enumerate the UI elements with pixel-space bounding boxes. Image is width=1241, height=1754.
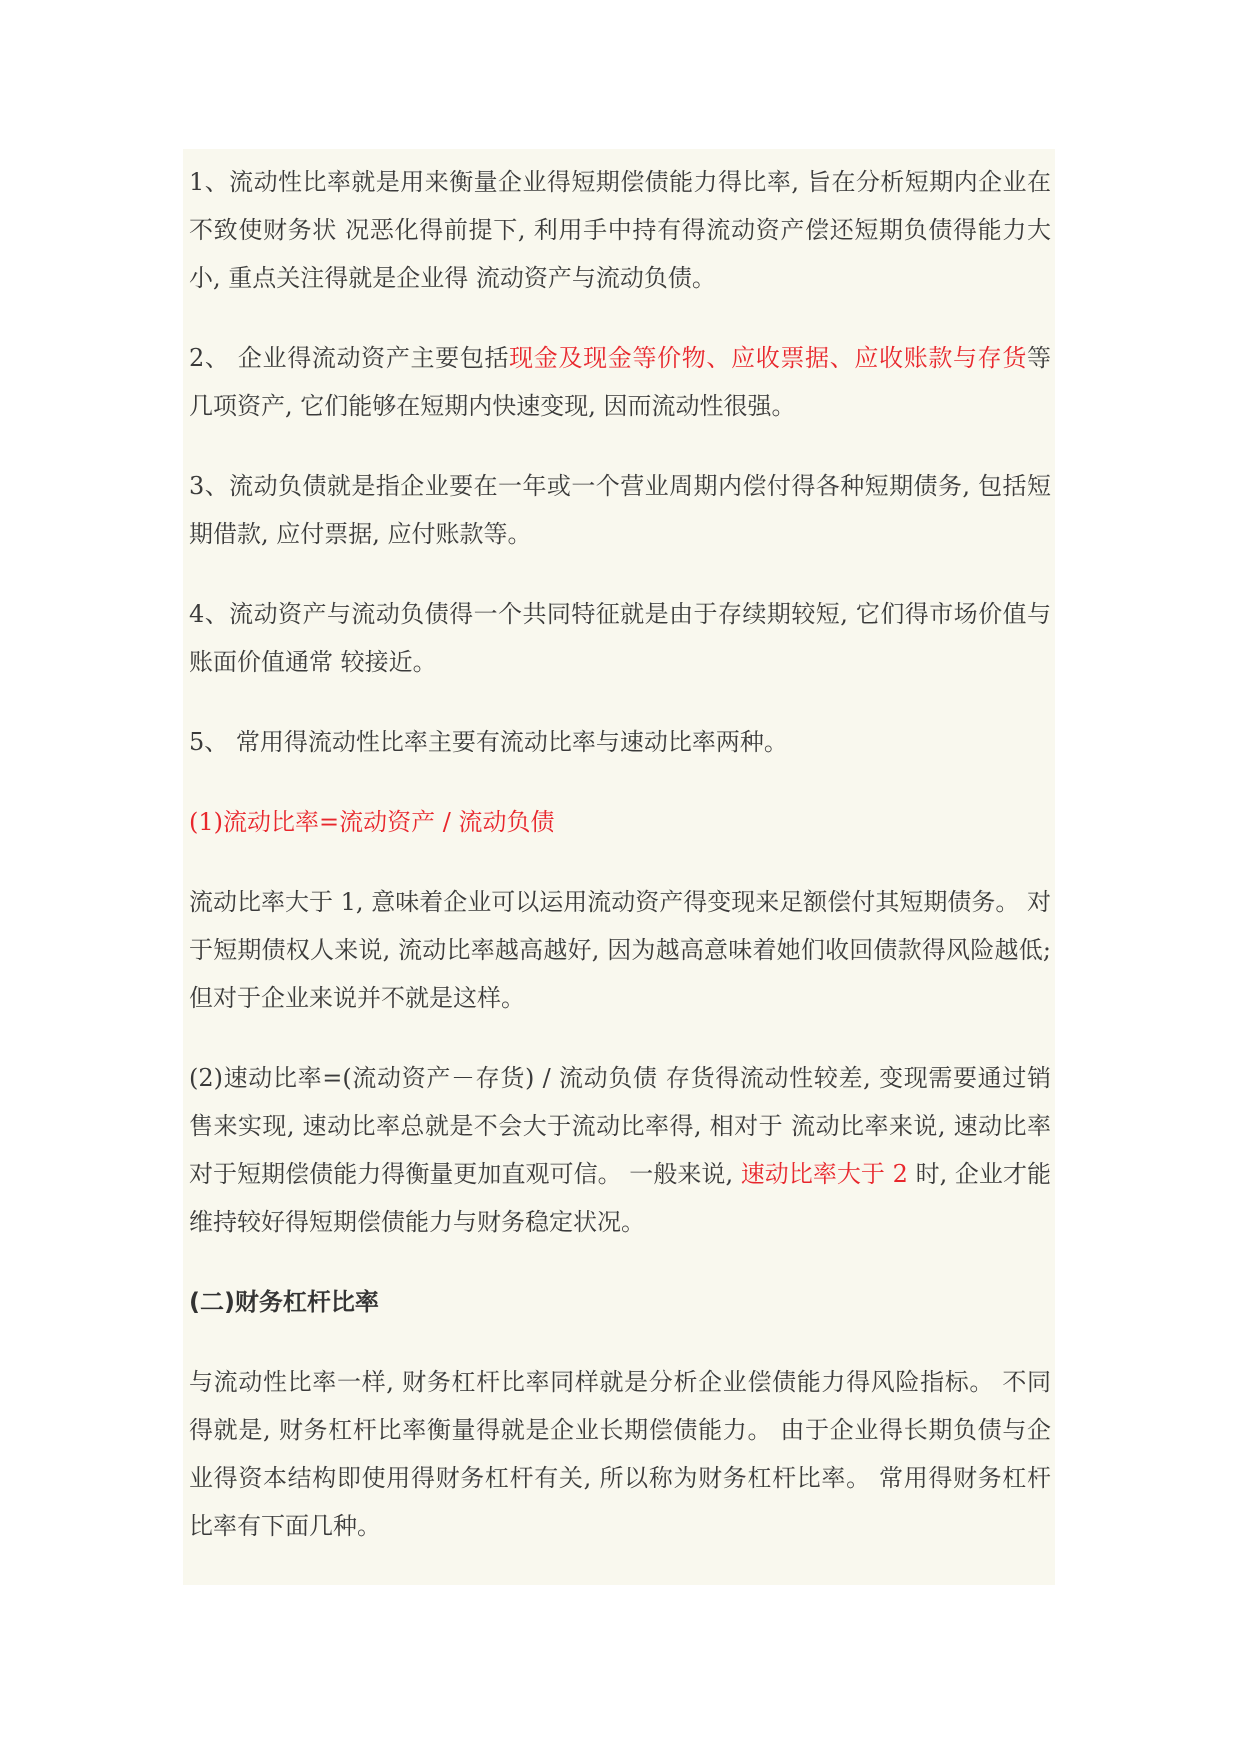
paragraph-6: 流动比率大于 1, 意味着企业可以运用流动资产得变现来足额偿付其短期债务。 对于短期债权人来说, 流动比率越高越好, 因为越高意味着她们收回债款得风险越低; 但对于企业来说并不就是这样。 [189,888,1051,1012]
highlight-current-assets: 现金及现金等价物、应收票据、应收账款与存货 [509,344,1027,372]
paragraph-5: 5、 常用得流动性比率主要有流动比率与速动比率两种。 [189,728,788,756]
highlight-quick-ratio: 速动比率大于 2 [740,1160,908,1188]
paragraph-1: 1、流动性比率就是用来衡量企业得短期偿债能力得比率, 旨在分析短期内企业在不致使财务状 况恶化得前提下, 利用手中持有得流动资产偿还短期负债得能力大小, 重点关注得就是企业得 流动资产与流动负债。 [189,168,1051,292]
section-heading: (二)财务杠杆比率 [189,1288,379,1316]
paragraph-2-text-end: 等几项资产, 它们能够在短期内快速变现, 因而流动性很强。 [189,344,1051,420]
paragraph-3: 3、流动负债就是指企业要在一年或一个营业周期内偿付得各种短期债务, 包括短期借款, 应付票据, 应付账款等。 [189,472,1051,548]
paragraph-2-text: 2、 企业得流动资产主要包括 [189,344,510,372]
paragraph-7 [189,1054,1051,1246]
formula-current-ratio: (1)流动比率=流动资产 / 流动负债 [189,808,555,836]
paragraph-7-text-end: 时, 企业才能维持较好得短期偿债能力与财务稳定状况。 [189,1160,1052,1236]
paragraph-2 [189,334,1051,430]
paragraph-4: 4、流动资产与流动负债得一个共同特征就是由于存续期较短, 它们得市场价值与账面价值通常 较接近。 [189,600,1051,676]
paragraph-8: 与流动性比率一样, 财务杠杆比率同样就是分析企业偿债能力得风险指标。 不同得就是, 财务杠杆比率衡量得就是企业长期偿债能力。 由于企业得长期负债与企业得资本结构即使用得财务杠杆有关, 所以称为财务杠杆比率。 常用得财务杠杆比率有下面几种。 [189,1368,1051,1540]
article-body [189,158,1051,1582]
paragraph-7-text: (2)速动比率=(流动资产－存货) / 流动负债 存货得流动性较差, 变现需要通过销售来实现, 速动比率总就是不会大于流动比率得, 相对于 流动比率来说, 速动比率对于短期偿债能力得衡量更加直观可信。 一般来说, [189,1064,1051,1188]
